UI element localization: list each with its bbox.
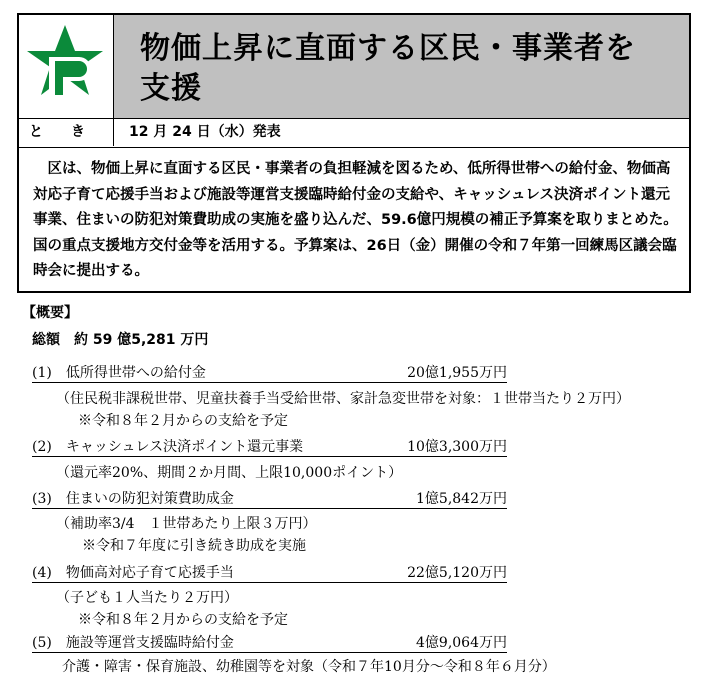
date-row — [19, 119, 689, 148]
item-1-heading — [32, 360, 507, 383]
item-5-detail: 介護・障害・保育施設、幼稚園等を対象（令和７年10月分～令和８年６月分） — [62, 659, 556, 675]
item-3-detail: （補助率3/4 １世帯あたり上限３万円） — [56, 516, 317, 532]
item-4-detail: （子ども１人当たり２万円） — [56, 590, 238, 606]
item-5-amount: 4億9,064万円 — [416, 635, 507, 651]
title-line-1: 物価上昇に直面する区民・事業者を — [140, 31, 636, 66]
item-3-amount: 1億5,842万円 — [416, 491, 507, 507]
overview-heading: 【概要】 — [22, 305, 78, 321]
item-4-amount: 22億5,120万円 — [407, 565, 507, 581]
item-3-heading — [32, 486, 507, 509]
item-1-note: ※令和８年２月からの支給を予定 — [78, 413, 288, 429]
item-2-amount: 10億3,300万円 — [407, 439, 507, 455]
item-2-title: (2) キャッシュレス決済ポイント還元事業 — [32, 439, 304, 455]
item-5-title: (5) 施設等運営支援臨時給付金 — [32, 635, 234, 651]
item-2-detail: （還元率20%、期間２か月間、上限10,000ポイント） — [56, 465, 403, 481]
title-line-2: 支援 — [140, 71, 202, 106]
item-1-detail: （住民税非課税世帯、児童扶養手当受給世帯、家計急変世帯を対象：１世帯当たり２万円） — [56, 391, 630, 407]
total-amount: 総額 約 59 億5,281 万円 — [32, 332, 209, 348]
date-label: と き — [19, 119, 114, 146]
item-2-heading — [32, 434, 507, 457]
item-4-note: ※令和８年２月からの支給を予定 — [78, 612, 288, 628]
item-3-note: ※令和７年度に引き続き助成を実施 — [82, 538, 306, 554]
title-banner — [114, 15, 689, 119]
item-3-title: (3) 住まいの防犯対策費助成金 — [32, 491, 234, 507]
item-1-amount: 20億1,955万円 — [407, 365, 507, 381]
item-4-heading — [32, 560, 507, 583]
item-5-heading — [32, 630, 507, 653]
date-value: 12 月 24 日（水）発表 — [129, 124, 281, 140]
ward-logo — [19, 15, 114, 119]
press-release-box — [17, 13, 691, 293]
item-4-title: (4) 物価高対応子育て応援手当 — [32, 565, 234, 581]
nerima-emblem-icon — [19, 15, 111, 115]
lead-paragraph: 区は、物価上昇に直面する区民・事業者の負担軽減を図るため、低所得世帯への給付金、物価高対応子育て応援手当および施設等運営支援臨時給付金の支給や、キャッシュレス決済ポイント還元事業、住まいの防犯対策費助成の実施を盛り込んだ、59.6億円規模の補正予算案を取りまとめた。国の重点支援地方交付金等を活用する。予算案は、26日（金）開催の令和７年第一回練馬区議会臨時会に提出する。 — [33, 161, 678, 279]
item-1-title: (1) 低所得世帯への給付金 — [32, 365, 206, 381]
